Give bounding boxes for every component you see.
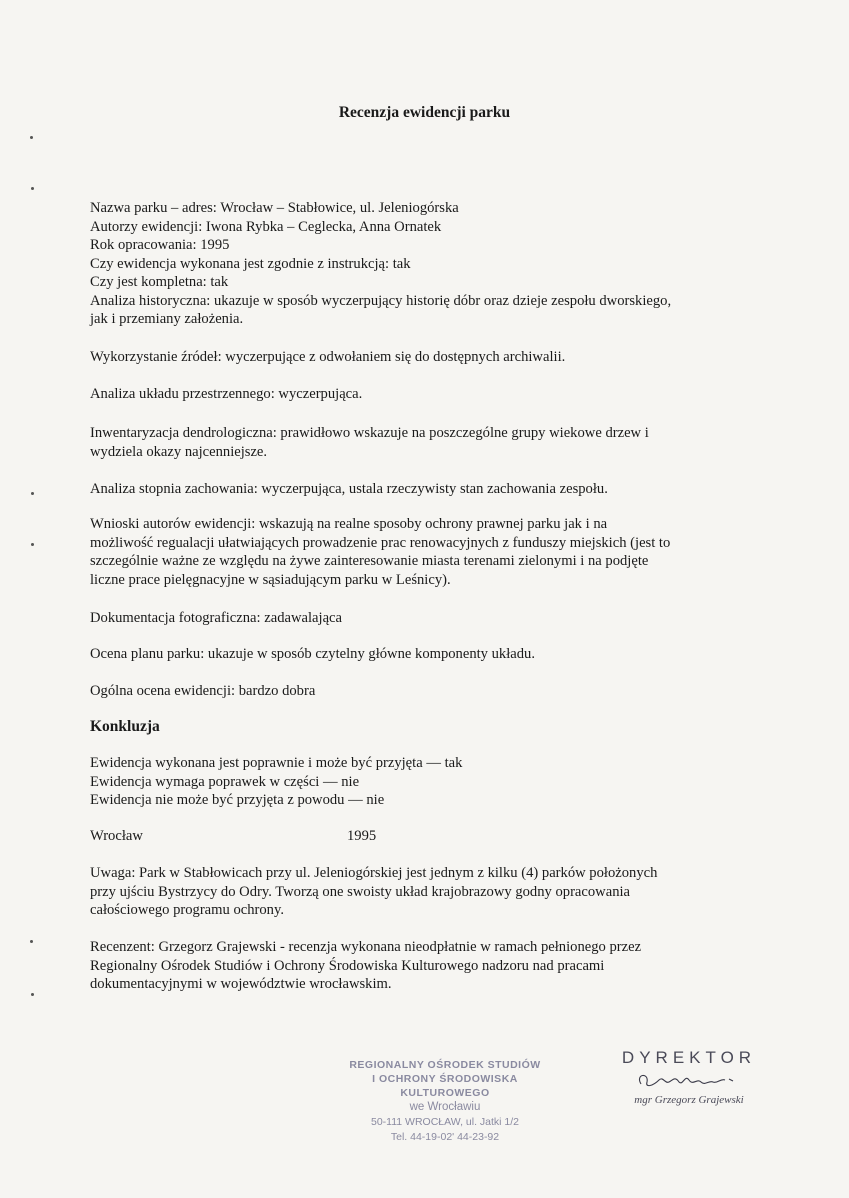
konkluzja-line: Ewidencja wymaga poprawek w części — nie [90,773,360,790]
stamp-line: we Wrocławiu [409,1101,481,1113]
note-line: całościowego programu ochrony. [90,902,284,918]
conclusions-line: liczne prace pielęgnacyjne w sąsiadującym parku w Leśnicy). [90,571,451,588]
scan-speck [31,993,34,996]
scan-speck [30,940,33,943]
conclusions-line: możliwość regualacji ułatwiających prowadzenie prac renowacyjnych z funduszy miejskich (jest to [90,534,671,551]
reviewer-line: Recenzent: Grzegorz Grajewski - recenzja wykonana nieodpłatnie w ramach pełnionego przez [90,939,642,955]
overall-text: Ogólna ocena ewidencji: bardzo dobra [90,683,316,699]
institution-stamp [340,1058,550,1145]
konkluzja-heading: Konkluzja [90,718,160,735]
preservation-paragraph [90,480,770,499]
document-title: Recenzja ewidencji parku [338,104,511,121]
plan-text: Ocena planu parku: ukazuje w sposób czytelny główne komponenty układu. [90,646,535,662]
spatial-text: Analiza układu przestrzennego: wyczerpująca. [90,386,363,402]
note-line: Uwaga: Park w Stabłowicach przy ul. Jeleniogórskiej jest jednym z kilku (4) parków położonych [90,865,658,881]
director-signature-block [604,1048,774,1106]
stamp-line: 50-111 WROCŁAW, ul. Jatki 1/2 [370,1116,520,1128]
dendro-line: Inwentaryzacja dendrologiczna: prawidłowo wskazuje na poszczególne grupy wiekowe drzew i [90,425,649,441]
info-line: Nazwa parku – adres: Wrocław – Stabłowice, ul. Jeleniogórska [90,200,459,216]
date-text: 1995 [347,828,377,844]
conclusions-line: szczególnie ważne ze względu na żywe zainteresowanie miasta terenami zielonymi i na podjęte [90,553,649,569]
note-line: przy ujściu Bystrzycy do Odry. Tworzą one swoisty układ krajobrazowy godny opracowania [90,883,631,900]
info-line: Autorzy ewidencji: Iwona Rybka – Ceglecka, Anna Ornatek [90,218,442,235]
preservation-text: Analiza stopnia zachowania: wyczerpująca, ustala rzeczywisty stan zachowania zespołu. [90,481,608,497]
info-line: Czy jest kompletna: tak [90,274,229,290]
stamp-line: Tel. 44-19-02' 44-23-92 [390,1131,500,1143]
place-date [90,827,770,846]
scan-speck [30,136,33,139]
info-line: jak i przemiany założenia. [90,311,244,327]
scan-speck [31,543,34,546]
note-paragraph [90,864,770,920]
konkluzja-line: Ewidencja nie może być przyjęta z powodu — nie [90,792,385,808]
spatial-paragraph [90,385,770,404]
director-name: mgr Grzegorz Grajewski [634,1094,744,1106]
reviewer-paragraph [90,938,770,994]
reviewer-line: dokumentacyjnymi w województwie wrocławskim. [90,976,392,992]
info-line: Rok opracowania: 1995 [90,237,230,253]
place-text: Wrocław [90,828,143,844]
overall-paragraph [90,682,770,701]
sources-text: Wykorzystanie źródeł: wyczerpujące z odwołaniem się do dostępnych archiwalii. [90,349,566,365]
plan-paragraph [90,645,770,664]
reviewer-line: Regionalny Ośrodek Studiów i Ochrony Środowiska Kulturowego nadzoru nad pracami [90,957,605,974]
konkluzja-line: Ewidencja wykonana jest poprawnie i może być przyjęta — tak [90,755,463,771]
info-line: Analiza historyczna: ukazuje w sposób wyczerpujący historię dóbr oraz dzieje zespołu dworskiego, [90,292,672,309]
handwritten-signature [629,1070,749,1092]
conclusions-paragraph [90,515,770,589]
photo-paragraph [90,609,770,628]
stamp-line: REGIONALNY OŚRODEK STUDIÓW [349,1059,541,1071]
scan-speck [31,187,34,190]
photo-text: Dokumentacja fotograficzna: zadawalająca [90,610,342,626]
stamp-line: I OCHRONY ŚRODOWISKA KULTUROWEGO [372,1073,518,1099]
konkluzja-list [90,754,770,810]
sources-paragraph [90,348,770,367]
director-title: DYREKTOR [621,1048,757,1067]
dendro-paragraph [90,424,770,461]
info-line: Czy ewidencja wykonana jest zgodnie z instrukcją: tak [90,255,411,272]
scan-speck [31,492,34,495]
park-info [90,199,770,329]
conclusions-line: Wnioski autorów ewidencji: wskazują na realne sposoby ochrony prawnej parku jak i na [90,516,608,532]
dendro-line: wydziela okazy najcenniejsze. [90,443,268,460]
